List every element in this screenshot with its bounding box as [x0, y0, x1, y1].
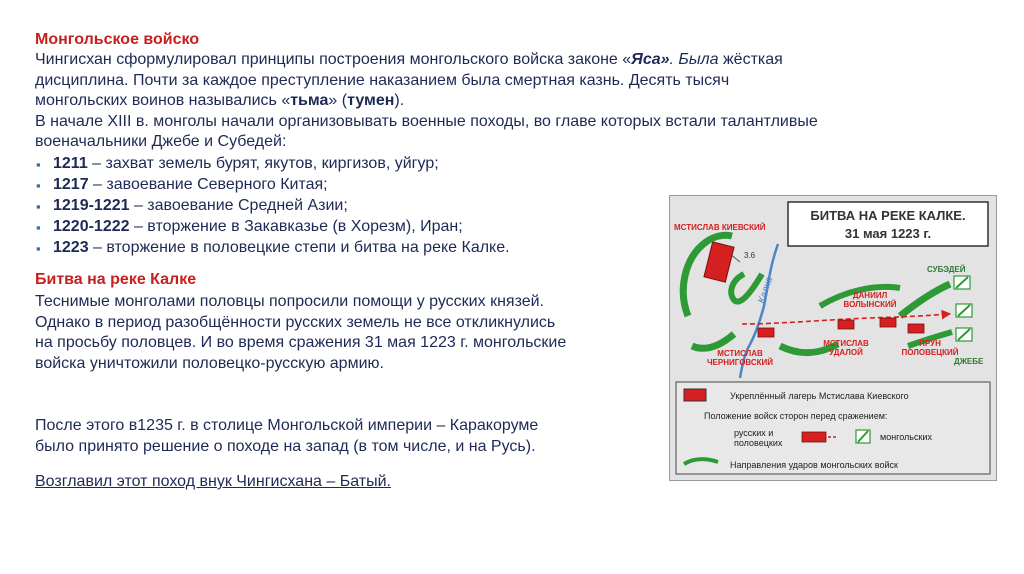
section-heading-mongol-army: Монгольское войско: [35, 31, 200, 48]
legend-positions: Положение войск сторон перед сражением:: [704, 411, 888, 421]
text-line: Однако в период разобщённости русских земель не все откликнулись: [35, 313, 556, 331]
label-daniil: ВОЛЫНСКИЙ: [843, 300, 897, 309]
label-jebe: ДЖЕБЕ: [954, 357, 984, 366]
text-line: Теснимые монголами половцы попросили помощи у русских князей.: [35, 293, 544, 310]
battle-map-svg: [670, 196, 996, 480]
text-line: Чингисхан сформулировал принципы построения монгольского войска законе «Яса». Была жёсткая: [35, 51, 783, 68]
mongol-arrow: [692, 334, 734, 348]
batu-line: Возглавил этот поход внук Чингисхана – Батый.: [35, 473, 391, 490]
section-heading-kalka: Битва на реке Калке: [35, 271, 197, 288]
bullet-icon: ▪: [36, 157, 41, 172]
paragraph-kalka: [35, 292, 669, 374]
text-line: было принято решение о походе на запад (в том числе, и на Русь).: [35, 437, 536, 455]
paragraph-western-campaign: [35, 416, 538, 457]
list-item: ▪ 1217 – завоевание Северного Китая;: [35, 174, 510, 195]
paragraph-mongol-army: [35, 50, 818, 153]
list-item: ▪ 1223 – вторжение в половецкие степи и битва на реке Калке.: [35, 237, 510, 258]
label-chernigov: ЧЕРНИГОВСКИЙ: [706, 358, 774, 367]
legend-russian-icon: [802, 432, 826, 442]
label-udaloy: МСТИСЛАВ: [823, 339, 869, 348]
map-title-line1: БИТВА НА РЕКЕ КАЛКЕ.: [810, 208, 966, 223]
legend-russian: русских и: [734, 428, 774, 438]
unit-yarun: [908, 324, 924, 333]
unit-udaloy: [838, 320, 854, 329]
bullet-icon: ▪: [36, 220, 41, 235]
text-line: монгольских воинов назывались «тьма» (тумен).: [35, 92, 405, 109]
label-daniil: ДАНИИЛ: [852, 291, 888, 300]
height-label: 3.6: [744, 251, 756, 260]
bullet-icon: ▪: [36, 178, 41, 193]
text-line: на просьбу половцев. И во время сражения 31 мая 1223 г. монгольские: [35, 334, 567, 351]
text-line: военачальники Джебе и Субедей:: [35, 133, 287, 150]
label-udaloy: УДАЛОЙ: [829, 348, 863, 357]
battle-map: [669, 195, 997, 481]
label-chernigov: МСТИСЛАВ: [717, 349, 763, 358]
unit-chernigov: [758, 328, 774, 337]
map-title-line2: 31 мая 1223 г.: [844, 226, 932, 241]
list-item: ▪ 1219-1221 – завоевание Средней Азии;: [35, 195, 510, 216]
legend-camp: Укреплённый лагерь Мстислава Киевского: [730, 391, 909, 401]
bullet-icon: ▪: [36, 199, 41, 214]
list-item: ▪ 1211 – захват земель бурят, якутов, киргизов, уйгур;: [35, 153, 510, 174]
unit-daniil: [880, 318, 896, 327]
bullet-icon: ▪: [36, 241, 41, 256]
legend-russian: половецких: [734, 438, 783, 448]
legend-mongol: монгольских: [880, 432, 932, 442]
text-line: В начале XIII в. монголы начали организовывать военные походы, во главе которых встали талантливые: [35, 112, 818, 130]
text-line: После этого в1235 г. в столице Монгольской империи – Каракоруме: [35, 417, 539, 434]
label-yarun: ЯРУН: [919, 339, 941, 348]
text-line: войска уничтожили половецко-русскую армию.: [35, 354, 384, 372]
river-label: Калка: [756, 275, 776, 305]
legend-directions: Направления ударов монгольских войск: [730, 460, 898, 470]
mongol-arrow: [900, 284, 950, 316]
events-list: [35, 153, 510, 258]
label-mstislav-kievsky: МСТИСЛАВ КИЕВСКИЙ: [674, 223, 766, 232]
label-yarun: ПОЛОВЕЦКИЙ: [901, 348, 959, 357]
label-subedei: СУБЭДЕЙ: [927, 265, 966, 274]
text-line: дисциплина. Почти за каждое преступление наказанием была смертная казнь. Десять тысяч: [35, 71, 730, 89]
camp-mstislav-kievsky: [704, 242, 734, 282]
legend-camp-icon: [684, 389, 706, 401]
list-item: ▪ 1220-1222 – вторжение в Закавказье (в Хорезм), Иран;: [35, 216, 510, 237]
